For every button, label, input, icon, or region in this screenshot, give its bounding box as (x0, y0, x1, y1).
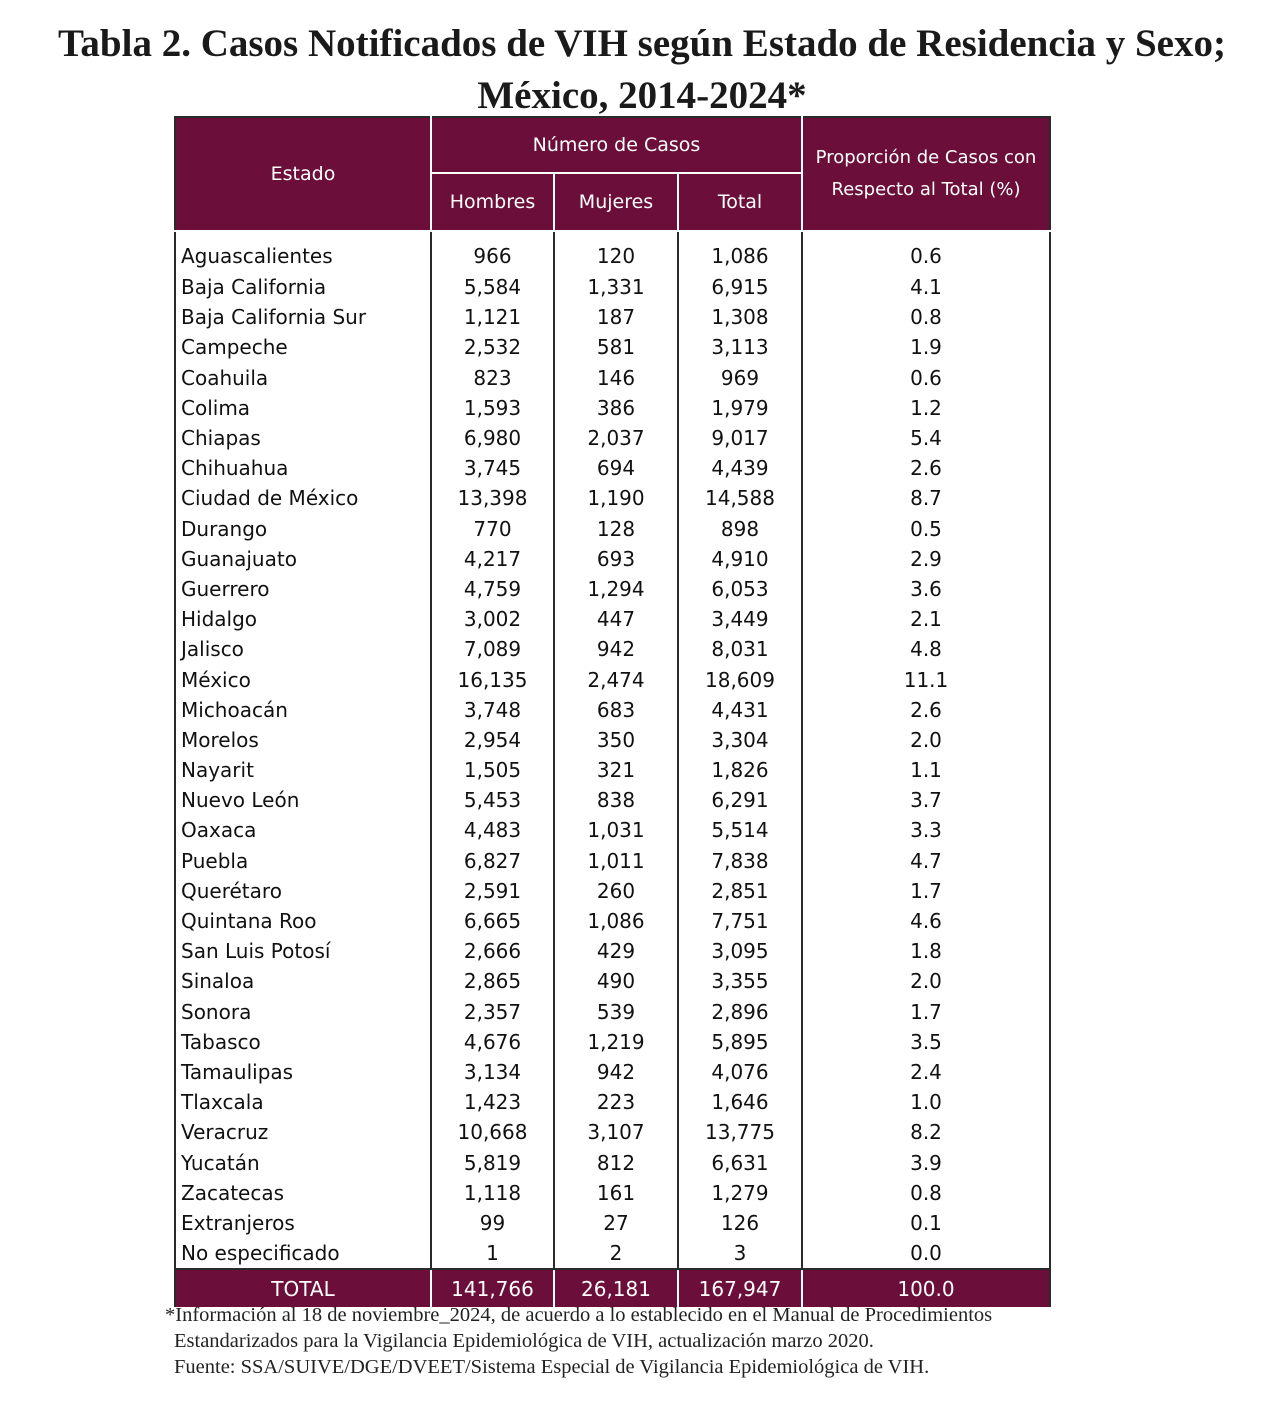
cell-mujeres: 693 (554, 544, 678, 574)
cell-proporcion: 0.8 (802, 302, 1050, 332)
cell-mujeres: 350 (554, 725, 678, 755)
header-estado: Estado (175, 117, 431, 231)
total-proporcion: 100.0 (802, 1269, 1050, 1307)
cell-proporcion: 2.6 (802, 695, 1050, 725)
table-row (175, 936, 1050, 966)
cell-mujeres: 429 (554, 936, 678, 966)
cell-total: 4,431 (678, 695, 802, 725)
cell-mujeres: 539 (554, 997, 678, 1027)
table-row (175, 1087, 1050, 1117)
cell-proporcion: 1.0 (802, 1087, 1050, 1117)
footnotes (165, 1302, 1165, 1380)
cell-proporcion: 1.7 (802, 997, 1050, 1027)
cell-proporcion: 1.1 (802, 755, 1050, 785)
cell-total: 969 (678, 363, 802, 393)
cell-hombres: 1 (431, 1238, 554, 1269)
cell-hombres: 4,759 (431, 574, 554, 604)
cell-estado: Hidalgo (175, 604, 431, 634)
table-row (175, 332, 1050, 362)
cell-proporcion: 3.3 (802, 815, 1050, 845)
cell-mujeres: 447 (554, 604, 678, 634)
cell-mujeres: 490 (554, 966, 678, 996)
total-total: 167,947 (678, 1269, 802, 1307)
cell-hombres: 2,357 (431, 997, 554, 1027)
cell-total: 1,086 (678, 231, 802, 272)
cell-proporcion: 2.9 (802, 544, 1050, 574)
table-row (175, 453, 1050, 483)
cell-hombres: 10,668 (431, 1117, 554, 1147)
table-row (175, 1238, 1050, 1269)
cell-mujeres: 581 (554, 332, 678, 362)
total-mujeres: 26,181 (554, 1269, 678, 1307)
cell-proporcion: 0.6 (802, 363, 1050, 393)
cell-estado: Colima (175, 393, 431, 423)
table-row (175, 604, 1050, 634)
cell-estado: Extranjeros (175, 1208, 431, 1238)
table-row (175, 1178, 1050, 1208)
header-hombres: Hombres (431, 173, 554, 231)
cell-mujeres: 838 (554, 785, 678, 815)
cell-total: 4,910 (678, 544, 802, 574)
table-row (175, 272, 1050, 302)
cell-total: 4,439 (678, 453, 802, 483)
table-header (175, 117, 1050, 231)
cell-estado: Baja California Sur (175, 302, 431, 332)
table-row (175, 1147, 1050, 1177)
cell-estado: México (175, 664, 431, 694)
table-row (175, 664, 1050, 694)
cell-proporcion: 2.6 (802, 453, 1050, 483)
cell-hombres: 5,584 (431, 272, 554, 302)
cell-hombres: 13,398 (431, 483, 554, 513)
cell-estado: Quintana Roo (175, 906, 431, 936)
cell-proporcion: 3.7 (802, 785, 1050, 815)
cell-mujeres: 260 (554, 876, 678, 906)
table-row (175, 785, 1050, 815)
cell-hombres: 7,089 (431, 634, 554, 664)
cell-total: 3,304 (678, 725, 802, 755)
cell-hombres: 966 (431, 231, 554, 272)
page-title-line-2: México, 2014-2024* (477, 74, 807, 117)
cell-estado: Tabasco (175, 1027, 431, 1057)
cell-mujeres: 942 (554, 634, 678, 664)
cell-proporcion: 1.9 (802, 332, 1050, 362)
cell-estado: Campeche (175, 332, 431, 362)
table-row (175, 876, 1050, 906)
cell-hombres: 1,118 (431, 1178, 554, 1208)
cell-total: 6,631 (678, 1147, 802, 1177)
cell-estado: Guanajuato (175, 544, 431, 574)
cell-mujeres: 1,219 (554, 1027, 678, 1057)
cell-mujeres: 120 (554, 231, 678, 272)
table-row (175, 695, 1050, 725)
cell-estado: Guerrero (175, 574, 431, 604)
cell-total: 8,031 (678, 634, 802, 664)
cell-hombres: 99 (431, 1208, 554, 1238)
table-row (175, 483, 1050, 513)
cell-mujeres: 2,037 (554, 423, 678, 453)
cell-proporcion: 3.6 (802, 574, 1050, 604)
cell-total: 1,279 (678, 1178, 802, 1208)
cell-total: 3,113 (678, 332, 802, 362)
cell-mujeres: 2 (554, 1238, 678, 1269)
cell-mujeres: 187 (554, 302, 678, 332)
table-row (175, 231, 1050, 272)
table-row (175, 906, 1050, 936)
cell-proporcion: 1.8 (802, 936, 1050, 966)
cell-total: 4,076 (678, 1057, 802, 1087)
cell-hombres: 823 (431, 363, 554, 393)
table-row (175, 363, 1050, 393)
cell-estado: Coahuila (175, 363, 431, 393)
cell-hombres: 5,453 (431, 785, 554, 815)
cell-total: 7,751 (678, 906, 802, 936)
cell-mujeres: 223 (554, 1087, 678, 1117)
cell-proporcion: 0.1 (802, 1208, 1050, 1238)
cell-hombres: 2,532 (431, 332, 554, 362)
table-row (175, 1208, 1050, 1238)
cell-proporcion: 2.0 (802, 725, 1050, 755)
table-row (175, 1117, 1050, 1147)
cell-proporcion: 0.8 (802, 1178, 1050, 1208)
cell-estado: Nayarit (175, 755, 431, 785)
cell-hombres: 1,505 (431, 755, 554, 785)
header-total: Total (678, 173, 802, 231)
cell-total: 1,308 (678, 302, 802, 332)
table-row (175, 815, 1050, 845)
header-proporcion-line-1: Proporción de Casos con (815, 147, 1037, 168)
cell-proporcion: 5.4 (802, 423, 1050, 453)
cell-hombres: 4,217 (431, 544, 554, 574)
cell-hombres: 2,865 (431, 966, 554, 996)
table-row (175, 1057, 1050, 1087)
cell-total: 1,646 (678, 1087, 802, 1117)
cell-mujeres: 1,331 (554, 272, 678, 302)
cell-estado: Querétaro (175, 876, 431, 906)
cell-proporcion: 0.6 (802, 231, 1050, 272)
cell-hombres: 3,745 (431, 453, 554, 483)
cell-proporcion: 2.1 (802, 604, 1050, 634)
cell-estado: Chihuahua (175, 453, 431, 483)
cell-estado: Tlaxcala (175, 1087, 431, 1117)
cell-total: 5,514 (678, 815, 802, 845)
cell-hombres: 3,134 (431, 1057, 554, 1087)
header-mujeres: Mujeres (554, 173, 678, 231)
cell-hombres: 5,819 (431, 1147, 554, 1177)
cell-hombres: 2,591 (431, 876, 554, 906)
header-proporcion-line-2: Respecto al Total (%) (831, 179, 1021, 200)
table-row (175, 1027, 1050, 1057)
cell-estado: Veracruz (175, 1117, 431, 1147)
cell-estado: Tamaulipas (175, 1057, 431, 1087)
table-row (175, 544, 1050, 574)
cell-hombres: 3,002 (431, 604, 554, 634)
cell-estado: Yucatán (175, 1147, 431, 1177)
cell-total: 1,826 (678, 755, 802, 785)
cell-hombres: 1,121 (431, 302, 554, 332)
cell-total: 1,979 (678, 393, 802, 423)
page-title-line-1: Tabla 2. Casos Notificados de VIH según Estado de Residencia y Sexo; (58, 22, 1226, 65)
cell-estado: Chiapas (175, 423, 431, 453)
cases-table (174, 116, 1051, 1307)
cell-total: 3,449 (678, 604, 802, 634)
cell-total: 3,095 (678, 936, 802, 966)
table-body (175, 231, 1050, 1269)
cell-total: 126 (678, 1208, 802, 1238)
cell-mujeres: 128 (554, 514, 678, 544)
total-hombres: 141,766 (431, 1269, 554, 1307)
cell-mujeres: 694 (554, 453, 678, 483)
cell-hombres: 770 (431, 514, 554, 544)
cell-total: 3,355 (678, 966, 802, 996)
header-numero-casos: Número de Casos (431, 117, 802, 173)
cell-estado: Puebla (175, 846, 431, 876)
cell-estado: Morelos (175, 725, 431, 755)
cell-hombres: 16,135 (431, 664, 554, 694)
cell-proporcion: 1.7 (802, 876, 1050, 906)
cell-hombres: 2,666 (431, 936, 554, 966)
cell-hombres: 6,827 (431, 846, 554, 876)
cell-estado: Sonora (175, 997, 431, 1027)
cell-total: 6,053 (678, 574, 802, 604)
cell-hombres: 6,980 (431, 423, 554, 453)
cell-mujeres: 146 (554, 363, 678, 393)
cell-hombres: 3,748 (431, 695, 554, 725)
cell-total: 6,291 (678, 785, 802, 815)
header-proporcion (802, 117, 1050, 231)
cell-proporcion: 4.7 (802, 846, 1050, 876)
cell-proporcion: 4.8 (802, 634, 1050, 664)
cell-proporcion: 4.1 (802, 272, 1050, 302)
cell-proporcion: 4.6 (802, 906, 1050, 936)
cell-mujeres: 3,107 (554, 1117, 678, 1147)
footnote-source: Fuente: SSA/SUIVE/DGE/DVEET/Sistema Especial de Vigilancia Epidemiológica de VIH. (174, 1356, 930, 1378)
cell-hombres: 1,593 (431, 393, 554, 423)
cell-total: 2,851 (678, 876, 802, 906)
cell-mujeres: 321 (554, 755, 678, 785)
cell-estado: No especificado (175, 1238, 431, 1269)
cell-mujeres: 1,294 (554, 574, 678, 604)
cell-estado: Michoacán (175, 695, 431, 725)
cell-estado: Baja California (175, 272, 431, 302)
cell-mujeres: 1,190 (554, 483, 678, 513)
footnote-info-continued: Estandarizados para la Vigilancia Epidemiológica de VIH, actualización marzo 2020. (174, 1330, 874, 1352)
cell-mujeres: 812 (554, 1147, 678, 1177)
cell-total: 13,775 (678, 1117, 802, 1147)
cell-total: 7,838 (678, 846, 802, 876)
cell-estado: Nuevo León (175, 785, 431, 815)
cell-estado: Jalisco (175, 634, 431, 664)
cell-mujeres: 1,086 (554, 906, 678, 936)
cell-total: 18,609 (678, 664, 802, 694)
table-row (175, 997, 1050, 1027)
table-row (175, 514, 1050, 544)
cell-mujeres: 683 (554, 695, 678, 725)
cell-total: 6,915 (678, 272, 802, 302)
cell-mujeres: 1,031 (554, 815, 678, 845)
table-row (175, 393, 1050, 423)
cell-proporcion: 8.2 (802, 1117, 1050, 1147)
cell-proporcion: 1.2 (802, 393, 1050, 423)
cell-hombres: 4,483 (431, 815, 554, 845)
cell-mujeres: 27 (554, 1208, 678, 1238)
cell-proporcion: 11.1 (802, 664, 1050, 694)
cell-hombres: 1,423 (431, 1087, 554, 1117)
cell-mujeres: 161 (554, 1178, 678, 1208)
table-row (175, 846, 1050, 876)
table-row (175, 966, 1050, 996)
cell-mujeres: 386 (554, 393, 678, 423)
table-row (175, 574, 1050, 604)
cell-estado: Ciudad de México (175, 483, 431, 513)
cell-mujeres: 2,474 (554, 664, 678, 694)
table-row (175, 755, 1050, 785)
cell-proporcion: 0.5 (802, 514, 1050, 544)
cell-total: 5,895 (678, 1027, 802, 1057)
total-label: TOTAL (175, 1269, 431, 1307)
cell-proporcion: 3.9 (802, 1147, 1050, 1177)
cell-total: 2,896 (678, 997, 802, 1027)
cell-proporcion: 2.0 (802, 966, 1050, 996)
cell-proporcion: 0.0 (802, 1238, 1050, 1269)
table-row (175, 725, 1050, 755)
cell-estado: Oaxaca (175, 815, 431, 845)
cell-mujeres: 1,011 (554, 846, 678, 876)
cell-total: 898 (678, 514, 802, 544)
cell-total: 3 (678, 1238, 802, 1269)
cell-total: 9,017 (678, 423, 802, 453)
cell-total: 14,588 (678, 483, 802, 513)
cell-hombres: 4,676 (431, 1027, 554, 1057)
cell-hombres: 6,665 (431, 906, 554, 936)
footnote-info: *Información al 18 de noviembre_2024, de acuerdo a lo establecido en el Manual de Procedimientos (165, 1304, 993, 1326)
cell-proporcion: 2.4 (802, 1057, 1050, 1087)
cell-mujeres: 942 (554, 1057, 678, 1087)
cell-estado: Durango (175, 514, 431, 544)
cell-hombres: 2,954 (431, 725, 554, 755)
cell-estado: San Luis Potosí (175, 936, 431, 966)
table-row (175, 423, 1050, 453)
cell-estado: Sinaloa (175, 966, 431, 996)
table-row (175, 302, 1050, 332)
cell-estado: Zacatecas (175, 1178, 431, 1208)
cell-estado: Aguascalientes (175, 231, 431, 272)
cell-proporcion: 3.5 (802, 1027, 1050, 1057)
cell-proporcion: 8.7 (802, 483, 1050, 513)
table-row (175, 634, 1050, 664)
